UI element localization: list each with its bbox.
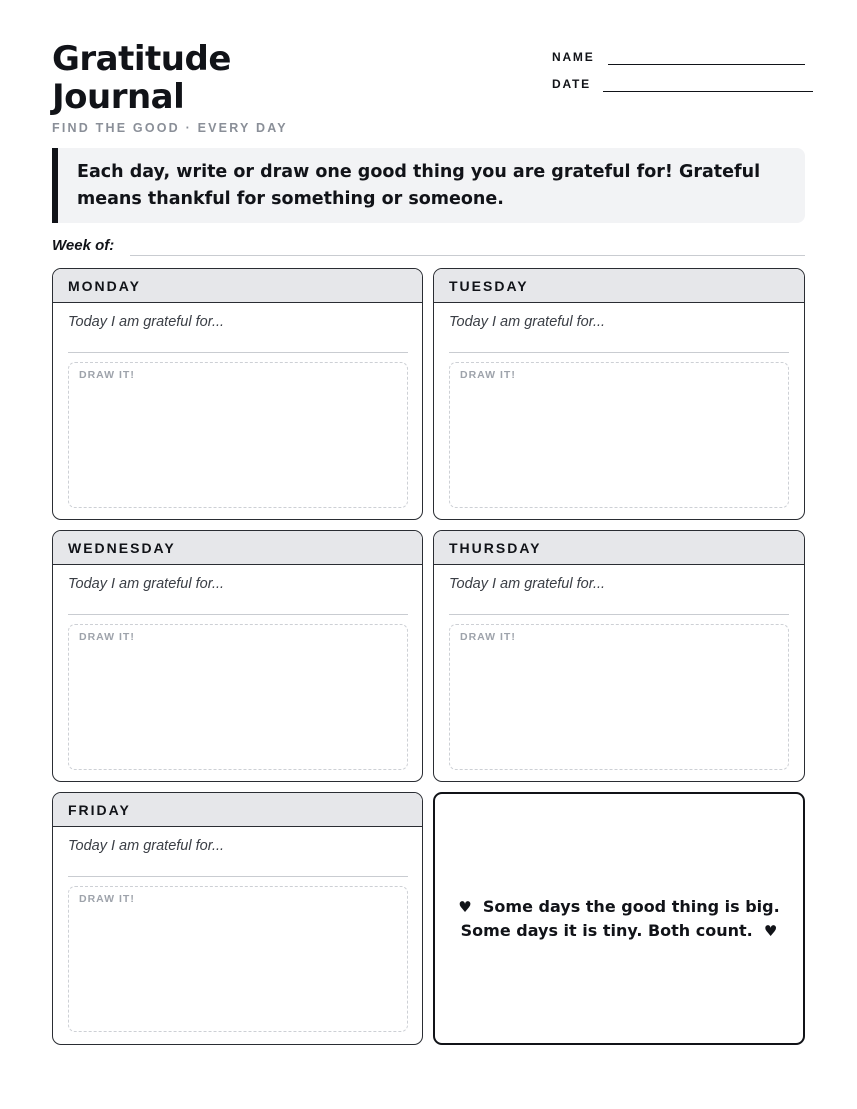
instructions-text: Each day, write or draw one good thing you are grateful for! Grateful means thankful for something or someone. <box>77 162 761 209</box>
draw-area[interactable] <box>68 886 408 1032</box>
day-card-friday <box>52 792 423 1045</box>
grateful-prompt: Today I am grateful for... <box>449 576 606 592</box>
grateful-prompt: Today I am grateful for... <box>68 576 225 592</box>
heart-icon: ♥ <box>458 898 472 916</box>
draw-label: DRAW IT! <box>460 369 516 381</box>
name-field[interactable] <box>608 64 805 65</box>
grateful-prompt: Today I am grateful for... <box>68 314 225 330</box>
day-card-header <box>434 269 804 303</box>
draw-area[interactable] <box>68 624 408 770</box>
day-card-wednesday <box>52 530 423 782</box>
day-name: FRIDAY <box>68 802 131 818</box>
encouragement-text <box>435 895 803 943</box>
day-card-tuesday <box>433 268 805 520</box>
encouragement-line-2: Some days it is tiny. Both count. <box>460 921 753 940</box>
day-card-header <box>434 531 804 565</box>
draw-area[interactable] <box>68 362 408 508</box>
day-name: MONDAY <box>68 278 141 294</box>
day-name: TUESDAY <box>449 278 529 294</box>
subtitle: FIND THE GOOD · EVERY DAY <box>52 121 288 135</box>
title-line-1: Gratitude <box>52 39 231 79</box>
grateful-prompt: Today I am grateful for... <box>449 314 606 330</box>
instructions-panel <box>52 148 805 223</box>
draw-label: DRAW IT! <box>79 369 135 381</box>
grateful-write-line[interactable] <box>68 876 408 877</box>
day-card-header <box>53 793 422 827</box>
draw-area[interactable] <box>449 624 789 770</box>
grateful-write-line[interactable] <box>449 614 789 615</box>
week-of-field[interactable] <box>130 255 805 256</box>
draw-label: DRAW IT! <box>79 893 135 905</box>
day-card-thursday <box>433 530 805 782</box>
grateful-write-line[interactable] <box>68 614 408 615</box>
encouragement-card <box>433 792 805 1045</box>
name-label: NAME <box>552 50 595 64</box>
week-of-label: Week of: <box>52 237 115 254</box>
heart-icon: ♥ <box>763 922 778 940</box>
page-title <box>52 40 231 116</box>
date-label: DATE <box>552 77 591 91</box>
draw-area[interactable] <box>449 362 789 508</box>
day-card-header <box>53 531 422 565</box>
grateful-write-line[interactable] <box>68 352 408 353</box>
day-name: WEDNESDAY <box>68 540 176 556</box>
day-card-monday <box>52 268 423 520</box>
grateful-write-line[interactable] <box>449 352 789 353</box>
day-card-header <box>53 269 422 303</box>
draw-label: DRAW IT! <box>79 631 135 643</box>
title-line-2: Journal <box>52 77 185 117</box>
day-name: THURSDAY <box>449 540 542 556</box>
encouragement-line-1: Some days the good thing is big. <box>482 897 780 916</box>
date-field[interactable] <box>603 91 813 92</box>
grateful-prompt: Today I am grateful for... <box>68 838 225 854</box>
draw-label: DRAW IT! <box>460 631 516 643</box>
